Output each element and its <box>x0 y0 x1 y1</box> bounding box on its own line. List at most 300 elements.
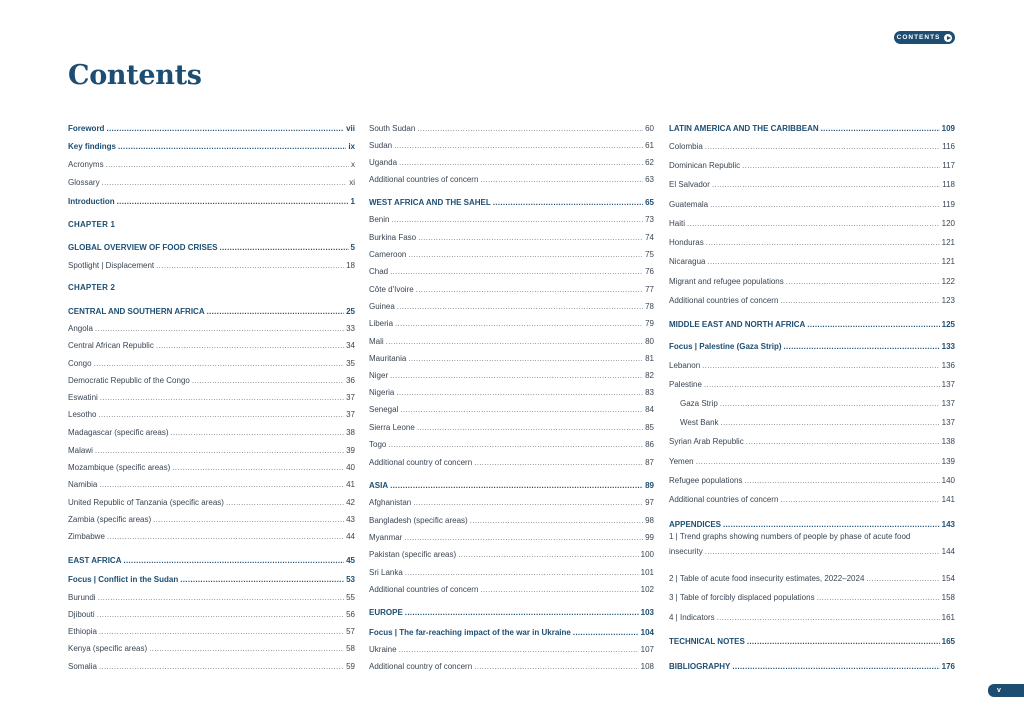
dot-leader <box>399 645 639 655</box>
toc-entry-label: Bangladesh (specific areas) <box>369 516 468 525</box>
toc-page-number: 102 <box>640 585 654 594</box>
dot-leader <box>156 261 344 271</box>
dot-leader <box>405 568 639 578</box>
toc-entry-link[interactable] <box>369 371 654 381</box>
dot-leader <box>747 637 940 647</box>
dot-leader <box>732 662 939 672</box>
toc-entry-link[interactable] <box>68 644 355 654</box>
toc-page-number: 87 <box>645 458 654 467</box>
toc-entry-label: Colombia <box>669 142 703 151</box>
toc-entry-label: Malawi <box>68 446 93 455</box>
toc-section-link[interactable] <box>68 243 355 253</box>
toc-page-number: 136 <box>941 361 955 370</box>
toc-page-number: 56 <box>346 610 355 619</box>
toc-entry-link[interactable] <box>369 215 654 225</box>
toc-page-number: 41 <box>346 480 355 489</box>
toc-page-number: 33 <box>346 324 355 333</box>
dot-leader <box>386 337 643 347</box>
dot-leader <box>821 124 940 134</box>
toc-page-number: 121 <box>941 257 955 266</box>
toc-section-link[interactable] <box>369 481 654 491</box>
toc-entry-label: Additional country of concern <box>369 458 473 467</box>
toc-entry-link[interactable] <box>369 354 654 364</box>
dot-leader <box>106 124 344 134</box>
toc-entry-link[interactable] <box>68 324 355 334</box>
toc-entry-link[interactable] <box>369 141 654 151</box>
toc-section-link[interactable] <box>68 307 355 317</box>
toc-section-link[interactable] <box>68 124 355 134</box>
dot-leader <box>721 418 940 428</box>
toc-page-number: 55 <box>346 593 355 602</box>
toc-page-number: 40 <box>346 463 355 472</box>
dot-leader <box>418 233 643 243</box>
toc-page-number: 62 <box>645 158 654 167</box>
toc-section-link[interactable] <box>68 197 355 207</box>
toc-entry-link[interactable] <box>669 399 955 409</box>
toc-page-number: 34 <box>346 341 355 350</box>
toc-section-link[interactable] <box>669 520 955 530</box>
toc-page-number: 37 <box>346 410 355 419</box>
toc-entry-label: Yemen <box>669 457 694 466</box>
toc-page-number: 38 <box>346 428 355 437</box>
toc-entry-label-cont: insecurity <box>669 547 703 556</box>
toc-page-number: xi <box>349 178 355 187</box>
dot-leader <box>493 198 643 208</box>
toc-entry-link[interactable] <box>369 124 654 134</box>
toc-entry-link[interactable] <box>369 233 654 243</box>
toc-section-link[interactable] <box>68 575 355 585</box>
toc-entry-label: Sudan <box>369 141 393 150</box>
toc-entry-label: Additional countries of concern <box>369 175 479 184</box>
dot-leader <box>573 628 639 638</box>
toc-page-number: 125 <box>941 320 955 329</box>
toc-section-link[interactable] <box>369 198 654 208</box>
dot-leader <box>391 215 643 225</box>
toc-entry-link[interactable] <box>369 423 654 433</box>
toc-page-number: ix <box>348 142 355 151</box>
toc-page-number: 78 <box>645 302 654 311</box>
toc-entry-link[interactable] <box>669 180 955 190</box>
dot-leader <box>474 662 638 672</box>
dot-leader <box>866 574 939 584</box>
toc-entry-link[interactable] <box>369 516 654 526</box>
dot-leader <box>404 533 643 543</box>
toc-entry-link[interactable] <box>669 437 955 447</box>
toc-page-number: 98 <box>645 516 654 525</box>
toc-entry-link[interactable] <box>369 319 654 329</box>
toc-page-number: 76 <box>645 267 654 276</box>
toc-entry-label: Afghanistan <box>369 498 412 507</box>
toc-entry-link[interactable] <box>68 532 355 542</box>
dot-leader <box>396 388 643 398</box>
dot-leader <box>97 610 344 620</box>
toc-entry-label: Kenya (specific areas) <box>68 644 148 653</box>
toc-section-link[interactable] <box>669 124 955 134</box>
dot-leader <box>99 480 344 490</box>
toc-entry-label: Dominican Republic <box>669 161 741 170</box>
dot-leader <box>780 495 939 505</box>
toc-entry-label: Burundi <box>68 593 96 602</box>
toc-entry-label: Mozambique (specific areas) <box>68 463 171 472</box>
toc-page-number: 80 <box>645 337 654 346</box>
dot-leader <box>705 547 940 557</box>
toc-entry-link[interactable] <box>669 219 955 229</box>
toc-entry-link[interactable] <box>369 585 654 595</box>
toc-entry-link[interactable] <box>369 533 654 543</box>
toc-entry-label: 3 | Table of forcibly displaced populations <box>669 593 815 602</box>
dot-leader <box>388 440 643 450</box>
dot-leader <box>723 520 940 530</box>
toc-entry-link[interactable] <box>68 160 355 170</box>
dot-leader <box>746 437 940 447</box>
page-number: v <box>997 687 1001 694</box>
toc-page-number: 61 <box>645 141 654 150</box>
toc-entry-label: MIDDLE EAST AND NORTH AFRICA <box>669 320 806 329</box>
toc-page-number: 43 <box>346 515 355 524</box>
toc-entry-link[interactable] <box>669 476 955 486</box>
toc-page-number: 42 <box>346 498 355 507</box>
toc-entry-label: Focus | Conflict in the Sudan <box>68 575 179 584</box>
toc-entry-link[interactable] <box>669 532 955 557</box>
toc-page-number: 84 <box>645 405 654 414</box>
toc-entry-link[interactable] <box>68 480 355 490</box>
toc-section-link[interactable] <box>669 320 955 330</box>
toc-page-number: 75 <box>645 250 654 259</box>
toc-entry-label: Eswatini <box>68 393 98 402</box>
toc-page-number: 44 <box>346 532 355 541</box>
toc-page-number: 99 <box>645 533 654 542</box>
toc-page-number: 137 <box>941 380 955 389</box>
toc-entry-link[interactable] <box>369 568 654 578</box>
toc-page-number: 60 <box>645 124 654 133</box>
toc-section-link[interactable] <box>68 142 355 152</box>
toc-entry-label: Mauritania <box>369 354 407 363</box>
toc-entry-label: 2 | Table of acute food insecurity estimates, 2022–2024 <box>669 574 865 583</box>
dot-leader <box>98 410 344 420</box>
toc-entry-link[interactable] <box>369 405 654 415</box>
dot-leader <box>100 393 344 403</box>
toc-entry-link[interactable] <box>68 593 355 603</box>
toc-entry-link[interactable] <box>669 380 955 390</box>
toc-page-number: 144 <box>941 547 955 556</box>
page-number-badge <box>988 684 1024 697</box>
dot-leader <box>98 593 345 603</box>
dot-leader <box>413 498 643 508</box>
toc-entry-label: Acronyms <box>68 160 104 169</box>
toc-entry-link[interactable] <box>369 388 654 398</box>
toc-entry-label: Sri Lanka <box>369 568 403 577</box>
toc-page-number: 140 <box>941 476 955 485</box>
toc-entry-link[interactable] <box>369 302 654 312</box>
toc-entry-label: Togo <box>369 440 387 449</box>
toc-page-number: 107 <box>640 645 654 654</box>
toc-entry-label: Introduction <box>68 197 115 206</box>
dot-leader <box>94 359 345 369</box>
dot-leader <box>118 142 346 152</box>
toc-entry-label: 4 | Indicators <box>669 613 715 622</box>
toc-entry-link[interactable] <box>369 550 654 560</box>
dot-leader <box>480 585 638 595</box>
toc-entry-label: Sierra Leone <box>369 423 415 432</box>
toc-entry-label: Nicaragua <box>669 257 706 266</box>
toc-entry-link[interactable] <box>369 285 654 295</box>
toc-section-link[interactable] <box>669 662 955 672</box>
toc-entry-label: Nigeria <box>369 388 395 397</box>
dot-leader <box>704 380 940 390</box>
toc-entry-link[interactable] <box>68 428 355 438</box>
toc-page-number: 74 <box>645 233 654 242</box>
toc-entry-label: WEST AFRICA AND THE SAHEL <box>369 198 491 207</box>
dot-leader <box>95 324 344 334</box>
toc-entry-link[interactable] <box>669 238 955 248</box>
toc-page-number: 86 <box>645 440 654 449</box>
toc-entry-link[interactable] <box>369 645 654 655</box>
toc-entry-label: Uganda <box>369 158 398 167</box>
toc-entry-link[interactable] <box>68 627 355 637</box>
dot-leader <box>153 515 344 525</box>
toc-page-number: 103 <box>640 608 654 617</box>
toc-entry-label: Additional country of concern <box>369 662 473 671</box>
toc-entry-link[interactable] <box>68 376 355 386</box>
toc-page-number: 58 <box>346 644 355 653</box>
toc-entry-label: Congo <box>68 359 92 368</box>
toc-entry-label: El Salvador <box>669 180 710 189</box>
toc-entry-label: Zimbabwe <box>68 532 105 541</box>
dot-leader <box>807 320 939 330</box>
dot-leader <box>123 556 344 566</box>
dot-leader <box>474 458 643 468</box>
dot-leader <box>706 238 940 248</box>
dot-leader <box>170 428 344 438</box>
toc-entry-label: Madagascar (specific areas) <box>68 428 169 437</box>
dot-leader <box>417 124 643 134</box>
toc-entry-link[interactable] <box>669 613 955 623</box>
toc-entry-label: Chad <box>369 267 389 276</box>
toc-page-number: 36 <box>346 376 355 385</box>
page-title: Contents <box>68 60 202 91</box>
toc-entry-label: Niger <box>369 371 389 380</box>
toc-page-number: 37 <box>346 393 355 402</box>
toc-entry-label: Somalia <box>68 662 97 671</box>
toc-page-number: vii <box>346 124 355 133</box>
toc-section-link[interactable] <box>669 342 955 352</box>
toc-entry-link[interactable] <box>68 341 355 351</box>
dot-leader <box>480 175 643 185</box>
toc-entry-link[interactable] <box>68 446 355 456</box>
toc-entry-label: TECHNICAL NOTES <box>669 637 745 646</box>
toc-page-number: 73 <box>645 215 654 224</box>
dot-leader <box>149 644 344 654</box>
toc-entry-label: Spotlight | Displacement <box>68 261 155 270</box>
dot-leader <box>416 285 643 295</box>
toc-page-number: 104 <box>640 628 654 637</box>
toc-page-number: 109 <box>941 124 955 133</box>
toc-entry-label: Foreword <box>68 124 105 133</box>
toc-page-number: 117 <box>942 161 955 170</box>
toc-page-number: 161 <box>941 613 955 622</box>
toc-page-number: 39 <box>346 446 355 455</box>
toc-entry-link[interactable] <box>68 178 355 188</box>
dot-leader <box>180 575 344 585</box>
dot-leader <box>397 302 643 312</box>
toc-column-1 <box>68 0 355 724</box>
toc-page-number: 82 <box>645 371 654 380</box>
dot-leader <box>207 307 345 317</box>
dot-leader <box>390 481 643 491</box>
toc-entry-label: Key findings <box>68 142 117 151</box>
toc-page-number: 119 <box>942 200 955 209</box>
toc-entry-label: Migrant and refugee populations <box>669 277 784 286</box>
toc-page-number: 5 <box>350 243 355 252</box>
toc-page-number: 45 <box>346 556 355 565</box>
contents-nav-label: CONTENTS <box>896 34 941 41</box>
dot-leader <box>702 361 939 371</box>
toc-entry-label: Syrian Arab Republic <box>669 437 744 446</box>
toc-entry-link[interactable] <box>369 662 654 672</box>
toc-entry-link[interactable] <box>68 261 355 271</box>
dot-leader <box>226 498 344 508</box>
dot-leader <box>705 142 940 152</box>
toc-entry-label: Djibouti <box>68 610 95 619</box>
toc-entry-label: Ukraine <box>369 645 397 654</box>
toc-entry-link[interactable] <box>369 267 654 277</box>
toc-entry-link[interactable] <box>669 361 955 371</box>
toc-entry-label: United Republic of Tanzania (specific areas) <box>68 498 224 507</box>
toc-page-number: 120 <box>941 219 955 228</box>
toc-entry-link[interactable] <box>369 458 654 468</box>
toc-entry-link[interactable] <box>68 515 355 525</box>
toc-entry-link[interactable] <box>669 418 955 428</box>
toc-entry-link[interactable] <box>369 498 654 508</box>
dot-leader <box>408 250 643 260</box>
toc-page-number: 25 <box>346 307 355 316</box>
toc-page-number: 116 <box>942 142 955 151</box>
toc-entry-link[interactable] <box>669 296 955 306</box>
toc-entry-link[interactable] <box>669 574 955 584</box>
dot-leader <box>780 296 939 306</box>
dot-leader <box>95 446 344 456</box>
toc-page-number: 53 <box>346 575 355 584</box>
dot-leader <box>707 257 939 267</box>
toc-page-number: 83 <box>645 388 654 397</box>
toc-entry-link[interactable] <box>669 200 955 210</box>
dot-leader <box>417 423 643 433</box>
toc-entry-label: South Sudan <box>369 124 416 133</box>
dot-leader <box>817 593 940 603</box>
toc-section-link[interactable] <box>369 608 654 618</box>
toc-page-number: 154 <box>941 574 955 583</box>
toc-entry-link[interactable] <box>669 257 955 267</box>
toc-page-number: 137 <box>941 418 955 427</box>
toc-entry-link[interactable] <box>68 662 355 672</box>
dot-leader <box>172 463 344 473</box>
chapter-heading: CHAPTER 1 <box>68 220 116 229</box>
toc-entry-link[interactable] <box>369 175 654 185</box>
toc-page-number: 57 <box>346 627 355 636</box>
toc-entry-link[interactable] <box>369 440 654 450</box>
toc-entry-label: Gaza Strip <box>680 399 718 408</box>
toc-entry-label: Glossary <box>68 178 100 187</box>
toc-page-number: 122 <box>941 277 955 286</box>
dot-leader <box>102 178 348 188</box>
dot-leader <box>394 141 643 151</box>
dot-leader <box>742 161 940 171</box>
toc-entry-link[interactable] <box>68 410 355 420</box>
toc-entry-link[interactable] <box>669 142 955 152</box>
toc-page-number: 118 <box>942 180 955 189</box>
toc-entry-label: ASIA <box>369 481 389 490</box>
toc-entry-label: Additional countries of concern <box>669 296 779 305</box>
toc-entry-label: Angola <box>68 324 93 333</box>
toc-entry-label: Additional countries of concern <box>369 585 479 594</box>
toc-entry-label: Central African Republic <box>68 341 154 350</box>
toc-entry-link[interactable] <box>68 610 355 620</box>
toc-entry-label: EAST AFRICA <box>68 556 122 565</box>
dot-leader <box>408 354 643 364</box>
toc-entry-label: West Bank <box>680 418 719 427</box>
toc-entry-link[interactable] <box>669 457 955 467</box>
toc-entry-label: GLOBAL OVERVIEW OF FOOD CRISES <box>68 243 218 252</box>
toc-entry-label: Liberia <box>369 319 394 328</box>
dot-leader <box>687 219 940 229</box>
toc-page-number: 108 <box>640 662 654 671</box>
toc-entry-link[interactable] <box>669 161 955 171</box>
toc-entry-link[interactable] <box>669 593 955 603</box>
dot-leader <box>720 399 940 409</box>
dot-leader <box>156 341 344 351</box>
toc-column-3 <box>669 0 955 724</box>
toc-entry-label: Guatemala <box>669 200 709 209</box>
toc-entry-link[interactable] <box>68 463 355 473</box>
toc-entry-label: Benin <box>369 215 390 224</box>
toc-entry-link[interactable] <box>669 277 955 287</box>
toc-entry-link[interactable] <box>669 495 955 505</box>
toc-entry-label: Haiti <box>669 219 686 228</box>
dot-leader <box>458 550 638 560</box>
toc-page-number: 59 <box>346 662 355 671</box>
toc-page-number: 97 <box>645 498 654 507</box>
toc-section-link[interactable] <box>68 556 355 566</box>
toc-entry-label: Cameroon <box>369 250 407 259</box>
dot-leader <box>712 180 940 190</box>
toc-entry-label: Lebanon <box>669 361 701 370</box>
toc-page-number: 1 <box>350 197 355 206</box>
toc-page-number: 143 <box>941 520 955 529</box>
dot-leader <box>192 376 344 386</box>
toc-entry-link[interactable] <box>369 250 654 260</box>
toc-page-number: 79 <box>645 319 654 328</box>
toc-page-number: 63 <box>645 175 654 184</box>
toc-page-number: x <box>351 160 355 169</box>
dot-leader <box>220 243 349 253</box>
toc-section-link[interactable] <box>369 628 654 638</box>
dot-leader <box>405 608 639 618</box>
dot-leader <box>744 476 939 486</box>
dot-leader <box>390 267 643 277</box>
dot-leader <box>400 405 643 415</box>
toc-entry-link[interactable] <box>68 393 355 403</box>
toc-section-link[interactable] <box>669 637 955 647</box>
toc-entry-link[interactable] <box>369 158 654 168</box>
toc-page-number: 18 <box>346 261 355 270</box>
toc-entry-link[interactable] <box>68 498 355 508</box>
toc-page-number: 81 <box>645 354 654 363</box>
toc-entry-link[interactable] <box>369 337 654 347</box>
dot-leader <box>106 160 349 170</box>
toc-entry-label: EUROPE <box>369 608 403 617</box>
toc-entry-link[interactable] <box>68 359 355 369</box>
toc-entry-label: Zambia (specific areas) <box>68 515 152 524</box>
